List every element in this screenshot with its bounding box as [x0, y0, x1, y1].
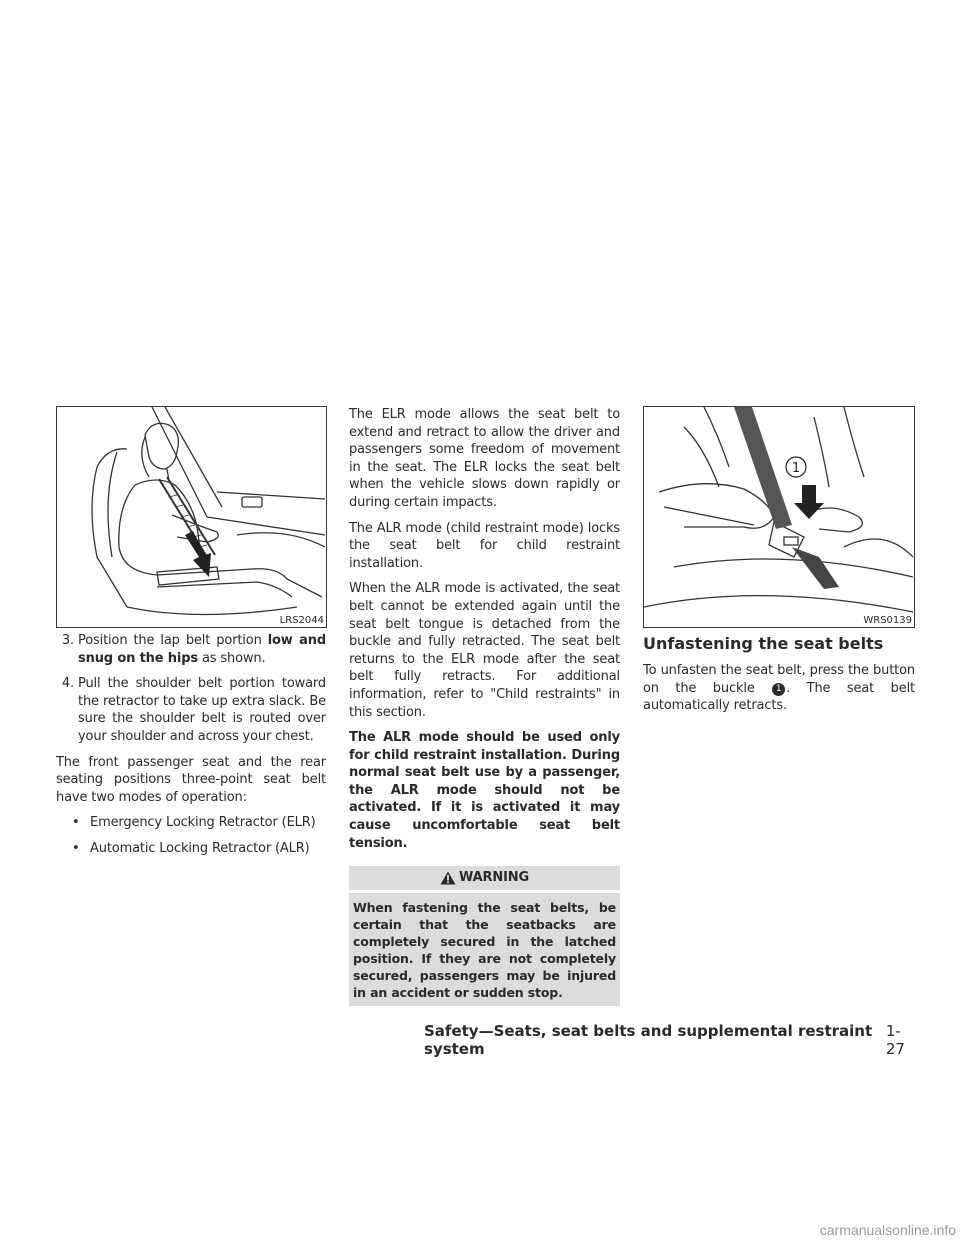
step-text: Pull the shoulder belt portion toward the retractor to take up extra slack. Be sure the shoulder belt is routed over your shoulder and across your chest.	[78, 676, 326, 744]
unfasten-text-pre: To unfasten the seat belt, press the button on the buckle	[643, 663, 915, 696]
section-title: Unfastening the seat belts	[643, 634, 884, 653]
warning-triangle-icon	[440, 871, 456, 885]
alr-paragraph: The ALR mode (child restraint mode) locks the seat belt for child restraint installation.	[349, 520, 620, 571]
step-3	[56, 632, 326, 667]
left-column	[56, 632, 326, 866]
step-number: 3.	[61, 633, 74, 648]
alr-caution-paragraph: The ALR mode should be used only for child restraint installation. During normal seat belt use by a passenger, the ALR mode should not be activated. If it is activated it may cause uncomfortable seat belt tension.	[349, 730, 620, 851]
warning-header	[349, 866, 620, 890]
elr-paragraph: The ELR mode allows the seat belt to extend and retract to allow the driver and passengers some freedom of movement in the seat. The ELR locks the seat belt when the vehicle slows down rapidly or during certain impacts.	[349, 407, 620, 510]
bullet-elr	[56, 814, 326, 832]
warning-text: When fastening the seat belts, be certain that the seatbacks are completely secured in the latched position. If they are not completely secured, passengers may be injured in an accident or sudden stop.	[349, 893, 620, 1006]
figure-code: LRS2044	[279, 615, 324, 626]
seat-belt-illustration-left	[57, 407, 326, 627]
figure-unfasten-buckle	[643, 406, 915, 628]
unfasten-paragraph	[643, 662, 915, 715]
alr-activated-paragraph: When the ALR mode is activated, the seat belt cannot be extended again until the seat belt tongue is detached from the buckle and fully retracted. The seat belt returns to the ELR mode after the seat belt fully retracts. For additional information, refer to "Child restraints" in this section.	[349, 581, 620, 720]
step-4	[56, 675, 326, 745]
right-column	[643, 634, 915, 723]
step-number: 4.	[61, 676, 74, 692]
bullet-icon: •	[72, 815, 80, 831]
callout-1-icon: 1	[772, 683, 785, 696]
bullet-icon: •	[72, 840, 80, 856]
step-text	[78, 632, 326, 667]
footer-section-title: Safety—Seats, seat belts and supplemental restraint system	[424, 1022, 873, 1058]
middle-column	[349, 406, 620, 1006]
seat-belt-illustration-right	[644, 407, 914, 627]
unfasten-text-post: . The seat belt automatically retracts.	[643, 680, 915, 714]
modes-intro: The front passenger seat and the rear seating positions three-point seat belt have two modes of operation:	[56, 754, 326, 805]
figure-lap-belt-position	[56, 406, 327, 628]
step-text-pre: Position the lap belt portion	[78, 633, 268, 648]
figure-callout: 1	[791, 461, 801, 476]
bullet-alr	[56, 840, 326, 858]
figure-code: WRS0139	[863, 615, 912, 626]
bullet-text: Emergency Locking Retractor (ELR)	[90, 815, 316, 831]
page-footer	[424, 1022, 916, 1058]
page-number: 1-27	[885, 1022, 905, 1058]
watermark: carmanualsonline.info	[819, 1222, 956, 1238]
warning-box	[349, 866, 620, 1006]
step-text-bold: low and snug on the hips	[78, 633, 326, 666]
step-text-post: as shown.	[197, 650, 266, 666]
bullet-text: Automatic Locking Retractor (ALR)	[90, 840, 310, 856]
warning-title: WARNING	[458, 870, 530, 886]
